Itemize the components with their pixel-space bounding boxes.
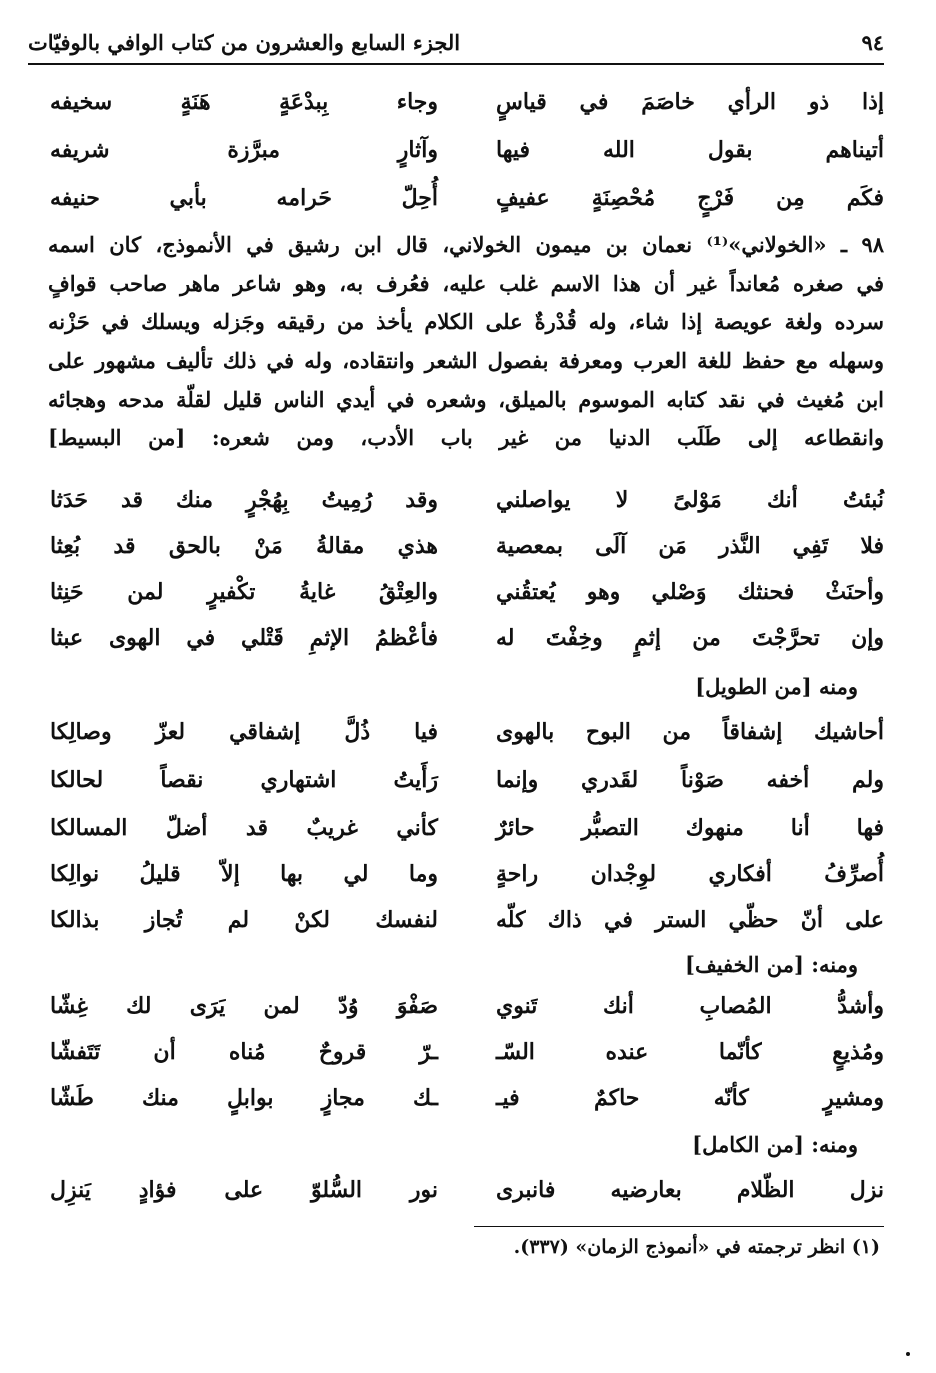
verse-first-hemistich: فها أنا منهوك التصبُّر حائرٌ <box>496 815 884 841</box>
entry-line: ٩٨ ـ «الخولاني»⁽¹⁾ نعمان بن ميمون الخولاني، قال ابن رشيق في الأنموذج، كان اسمه <box>48 232 884 257</box>
verse <box>50 984 884 1028</box>
verse-first-hemistich: على أنّ حظّي الستر في ذاك كلّه <box>496 907 884 933</box>
verse-first-hemistich: وأحنَثْ فحنثك وَصْلي وهو يُعتقُني <box>496 579 884 605</box>
header-rule <box>28 63 884 65</box>
verse-second-hemistich: كأني غريبٌ قد أضلّ المسالكا <box>50 815 438 841</box>
meter-label-khafif: ومنه: [من الخفيف] <box>685 952 858 977</box>
meter-label-kamil: ومنه: [من الكامل] <box>692 1132 858 1157</box>
verse-second-hemistich: ـك مجازٍ بوابلٍ منك طَشّا <box>50 1085 438 1111</box>
meter-label-tawil: ومنه [من الطويل] <box>695 674 858 699</box>
verse-first-hemistich: أُصرِّفُ أفكاري لوِجْدان راحةٍ <box>496 861 884 887</box>
verse <box>50 758 884 802</box>
verse-first-hemistich: وأشدُّ المُصابِ أنك تَنوي <box>496 993 884 1019</box>
page-number: ٩٤ <box>861 29 884 55</box>
verse <box>50 478 884 522</box>
verse-first-hemistich: ومشيرٍ كأنّه حاكمٌ فيـ <box>496 1085 884 1111</box>
verse-first-hemistich: ولم أخفه صَوْناً لقَدري وإنما <box>496 767 884 793</box>
verse-second-hemistich: نور السُّلوّ على فؤادٍ يَنزِل <box>50 1177 438 1203</box>
verse-first-hemistich: فكَم مِن فَرْجٍ مُحْصِنَةٍ عفيفٍ <box>496 185 884 211</box>
verse-first-hemistich: ومُذيعٍ كأنّما عنده السّـ <box>496 1039 884 1065</box>
verse <box>50 1076 884 1120</box>
verse <box>50 710 884 754</box>
verse <box>50 176 884 220</box>
verse-second-hemistich: أُحِلّ حَرامه بأبي حنيفه <box>50 185 438 211</box>
entry-text <box>48 226 884 458</box>
verse-second-hemistich: صَفْوَ وُدّ لمن يَرَى لك غِشّا <box>50 993 438 1019</box>
verse-second-hemistich: وما لي بها إلاّ قليلُ نوالِكا <box>50 861 438 887</box>
entry-line: ابن مُغيث في نقد كتابه الموسوم بالميلق، وشعره في أيدي الناس قليل لقلّة مدحه وهجائه <box>48 386 884 412</box>
verse-first-hemistich: أتيناهم بقول الله فيها <box>496 137 884 163</box>
verse-second-hemistich: وجاء بِبدْعَةٍ هَنَةٍ سخيفه <box>50 89 438 115</box>
verse <box>50 616 884 660</box>
entry-line: وسهله مع حفظ للغة العرب ومعرفة بفصول الشعر وانتقاده، وله في ذلك تأليف مشهور على <box>48 348 884 374</box>
footnote-rule <box>474 1226 884 1227</box>
verse <box>50 80 884 124</box>
entry-line: وانقطاعه إلى طَلَب الدنيا من غير باب الأدب، ومن شعره: [من البسيط] <box>48 425 884 451</box>
verse-second-hemistich: ـرّ قروحٌ مُناه أن تَتَفشّا <box>50 1039 438 1065</box>
verse <box>50 524 884 568</box>
verse-second-hemistich: فأعْظمُ الإثمِ قَتْلي في الهوى عبثا <box>50 625 438 651</box>
verse-first-hemistich: نُبئتُ أنك مَوْلىً لا يواصلني <box>496 487 884 513</box>
verse <box>50 1030 884 1074</box>
verse-second-hemistich: وآثارٍ مبرَّزة شريفه <box>50 137 438 163</box>
entry-line: سرده ولغة عويصة إذا شاء، وله قُدْرةٌ على الكلام يأخذ من رقيقه وجَزله ويسلك في حَزْنه <box>48 309 884 335</box>
verse-second-hemistich: فيا ذُلَّ إشفاقي لعزّ وصالِكا <box>50 719 438 745</box>
verse-first-hemistich: إذا ذو الرأي خاصَمَ في قياسٍ <box>496 89 884 115</box>
page-header <box>28 22 884 62</box>
verse <box>50 806 884 850</box>
verse <box>50 128 884 172</box>
verse <box>50 898 884 942</box>
verse-first-hemistich: نزل الظّلام بعارضيه فانبرى <box>496 1177 884 1203</box>
verse <box>50 570 884 614</box>
verse-first-hemistich: أحاشيك إشفاقاً من البوح بالهوى <box>496 719 884 745</box>
verse-second-hemistich: رَأَيتُ اشتهاري نقصاً لحالكا <box>50 767 438 793</box>
verse-first-hemistich: فلا تَفِي النَّذر مَن آلَى بمعصية <box>496 533 884 559</box>
verse-first-hemistich: وإن تحرَّجْتَ من إثمٍ وخِفْتَ له <box>496 625 884 651</box>
running-title: الجزء السابع والعشرون من كتاب الوافي بالوفيّات <box>28 29 461 55</box>
verse-second-hemistich: وقد رُمِيتُ بِهُجْرٍ منك قد حَدَثا <box>50 487 438 513</box>
verse <box>50 1168 884 1212</box>
verse-second-hemistich: لنفسك لكنْ لم تُجاز بذالكا <box>50 907 438 933</box>
verse-second-hemistich: هذي مقالةُ مَنْ بالحق قد بُعِثا <box>50 533 438 559</box>
verse <box>50 852 884 896</box>
verse-second-hemistich: والعِتْقُ غايةُ تكْفيرٍ لمن حَنِثا <box>50 579 438 605</box>
page-speck <box>906 1352 910 1356</box>
footnote: (١) انظر ترجمته في «أنموذج الزمان» (٣٣٧). <box>513 1236 880 1258</box>
entry-line: في صغره مُعانداً غير أن هذا الاسم غلب عليه، فعُرف به، وهو شاعر ماهر صاحب قوافٍ <box>48 270 884 296</box>
